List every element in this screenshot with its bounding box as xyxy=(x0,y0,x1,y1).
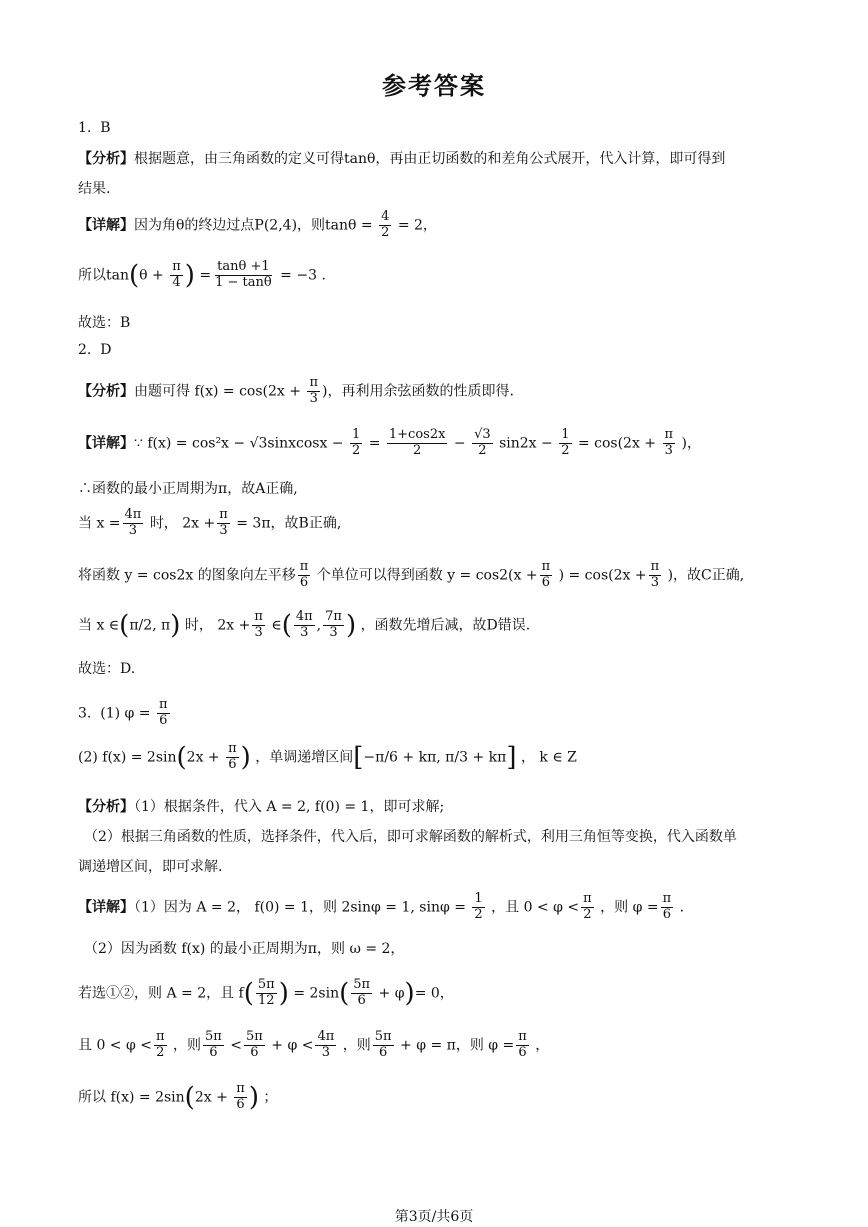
q1-answer: 1. B xyxy=(78,120,111,136)
q3-detail-5: 所以 f(x) = 2sin(2x + $\frac{\pi}{6}$ ) ； xyxy=(78,1081,278,1113)
q2-line1: ∴函数的最小正周期为π，故A正确, xyxy=(78,481,298,497)
q1-detail: 【详解】因为角θ的终边过点P(2,4)，则tanθ = $\frac{4}{2}$ = 2， xyxy=(78,209,437,240)
fraction: $\frac{4}{2}$ xyxy=(381,209,390,240)
q3-detail-3: 若选①②，则 A = 2，且 f( $\frac{5\pi}{12}$ ) = 2sin( $\frac{5\pi}{6}$ + φ)= 0， xyxy=(78,977,454,1009)
page-footer: 第3页/共6页 xyxy=(394,1209,474,1225)
q1-choice: 故选：B xyxy=(78,315,131,331)
q3-analysis-2-cont: 调递增区间，即可求解. xyxy=(78,859,223,875)
q2-answer: 2. D xyxy=(78,342,112,358)
q1-analysis-cont: 结果. xyxy=(78,181,111,197)
q2-line2: 当 x = $\frac{4\pi}{3}$ 时， 2x + $\frac{\pi}{3}$ = 3π，故B正确, xyxy=(78,507,342,538)
q1-result: 所以tan(θ + $\frac{\pi}{4}$ ) = $\frac{\tan\theta +1}{1 - \tan\theta}$ = −3 . xyxy=(78,259,326,291)
q2-detail: 【详解】∵ f(x) = cos²x − √3sinxcosx − $\frac{1}{2}$ = $\frac{1+\cos 2x}{2}$ − $\frac{√3}{2}$ sin2x − $\frac{1}{2}$ = cos(2x + $\frac{\pi}{3}$ )， xyxy=(78,427,701,458)
q3-detail-2: （2）因为函数 f(x) 的最小正周期为π，则 ω = 2， xyxy=(84,941,405,957)
q2-choice: 故选：D. xyxy=(78,661,136,677)
q3-part2: (2) f(x) = 2sin(2x + $\frac{\pi}{6}$ ) ，单调递增区间[−π/6 + kπ, π/3 + kπ] ， k ∈ Z xyxy=(78,741,577,773)
q3-part1: 3. (1) φ = $\frac{\pi}{6}$ xyxy=(78,697,168,728)
q3-analysis-2: （2）根据三角函数的性质，选择条件，代入后，即可求解函数的解析式，利用三角恒等变换，代入函数单 xyxy=(84,829,737,845)
q2-analysis: 【分析】由题可得 f(x) = cos(2x + $\frac{\pi}{3}$ )，再利用余弦函数的性质即得. xyxy=(78,375,514,406)
q3-analysis: 【分析】（1）根据条件，代入 A = 2, f(0) = 1，即可求解; xyxy=(78,799,445,815)
q1-analysis: 【分析】根据题意，由三角函数的定义可得tanθ，再由正切函数的和差角公式展开，代入计算，即可得到 xyxy=(78,151,726,167)
q3-detail: 【详解】（1）因为 A = 2， f(0) = 1，则 2sinφ = 1, sinφ = $\frac{1}{2}$ ，且 0 < φ < $\frac{\pi}{2}$ ，则 φ = $\frac{\pi}{6}$ . xyxy=(78,891,685,922)
page-title: 参考答案 xyxy=(382,72,486,100)
q2-line3: 将函数 y = cos2x 的图象向左平移 $\frac{\pi}{6}$ 个单位可以得到函数 y = cos2(x + $\frac{\pi}{6}$ ) = cos(2x + $\frac{\pi}{3}$ )，故C正确, xyxy=(78,559,745,590)
q2-line4: 当 x ∈(π/2, π) 时， 2x + $\frac{\pi}{3}$ ∈( $\frac{4\pi}{3}$ , $\frac{7\pi}{3}$ ) ，函数先增后减，故D错误. xyxy=(78,609,531,641)
q3-detail-4: 且 0 < φ < $\frac{\pi}{2}$ ，则 $\frac{5\pi}{6}$ < $\frac{5\pi}{6}$ + φ < $\frac{4\pi}{3}$ ，则 $\frac{5\pi}{6}$ + φ = π，则 φ = $\frac{\pi}{6}$ ， xyxy=(78,1029,550,1060)
